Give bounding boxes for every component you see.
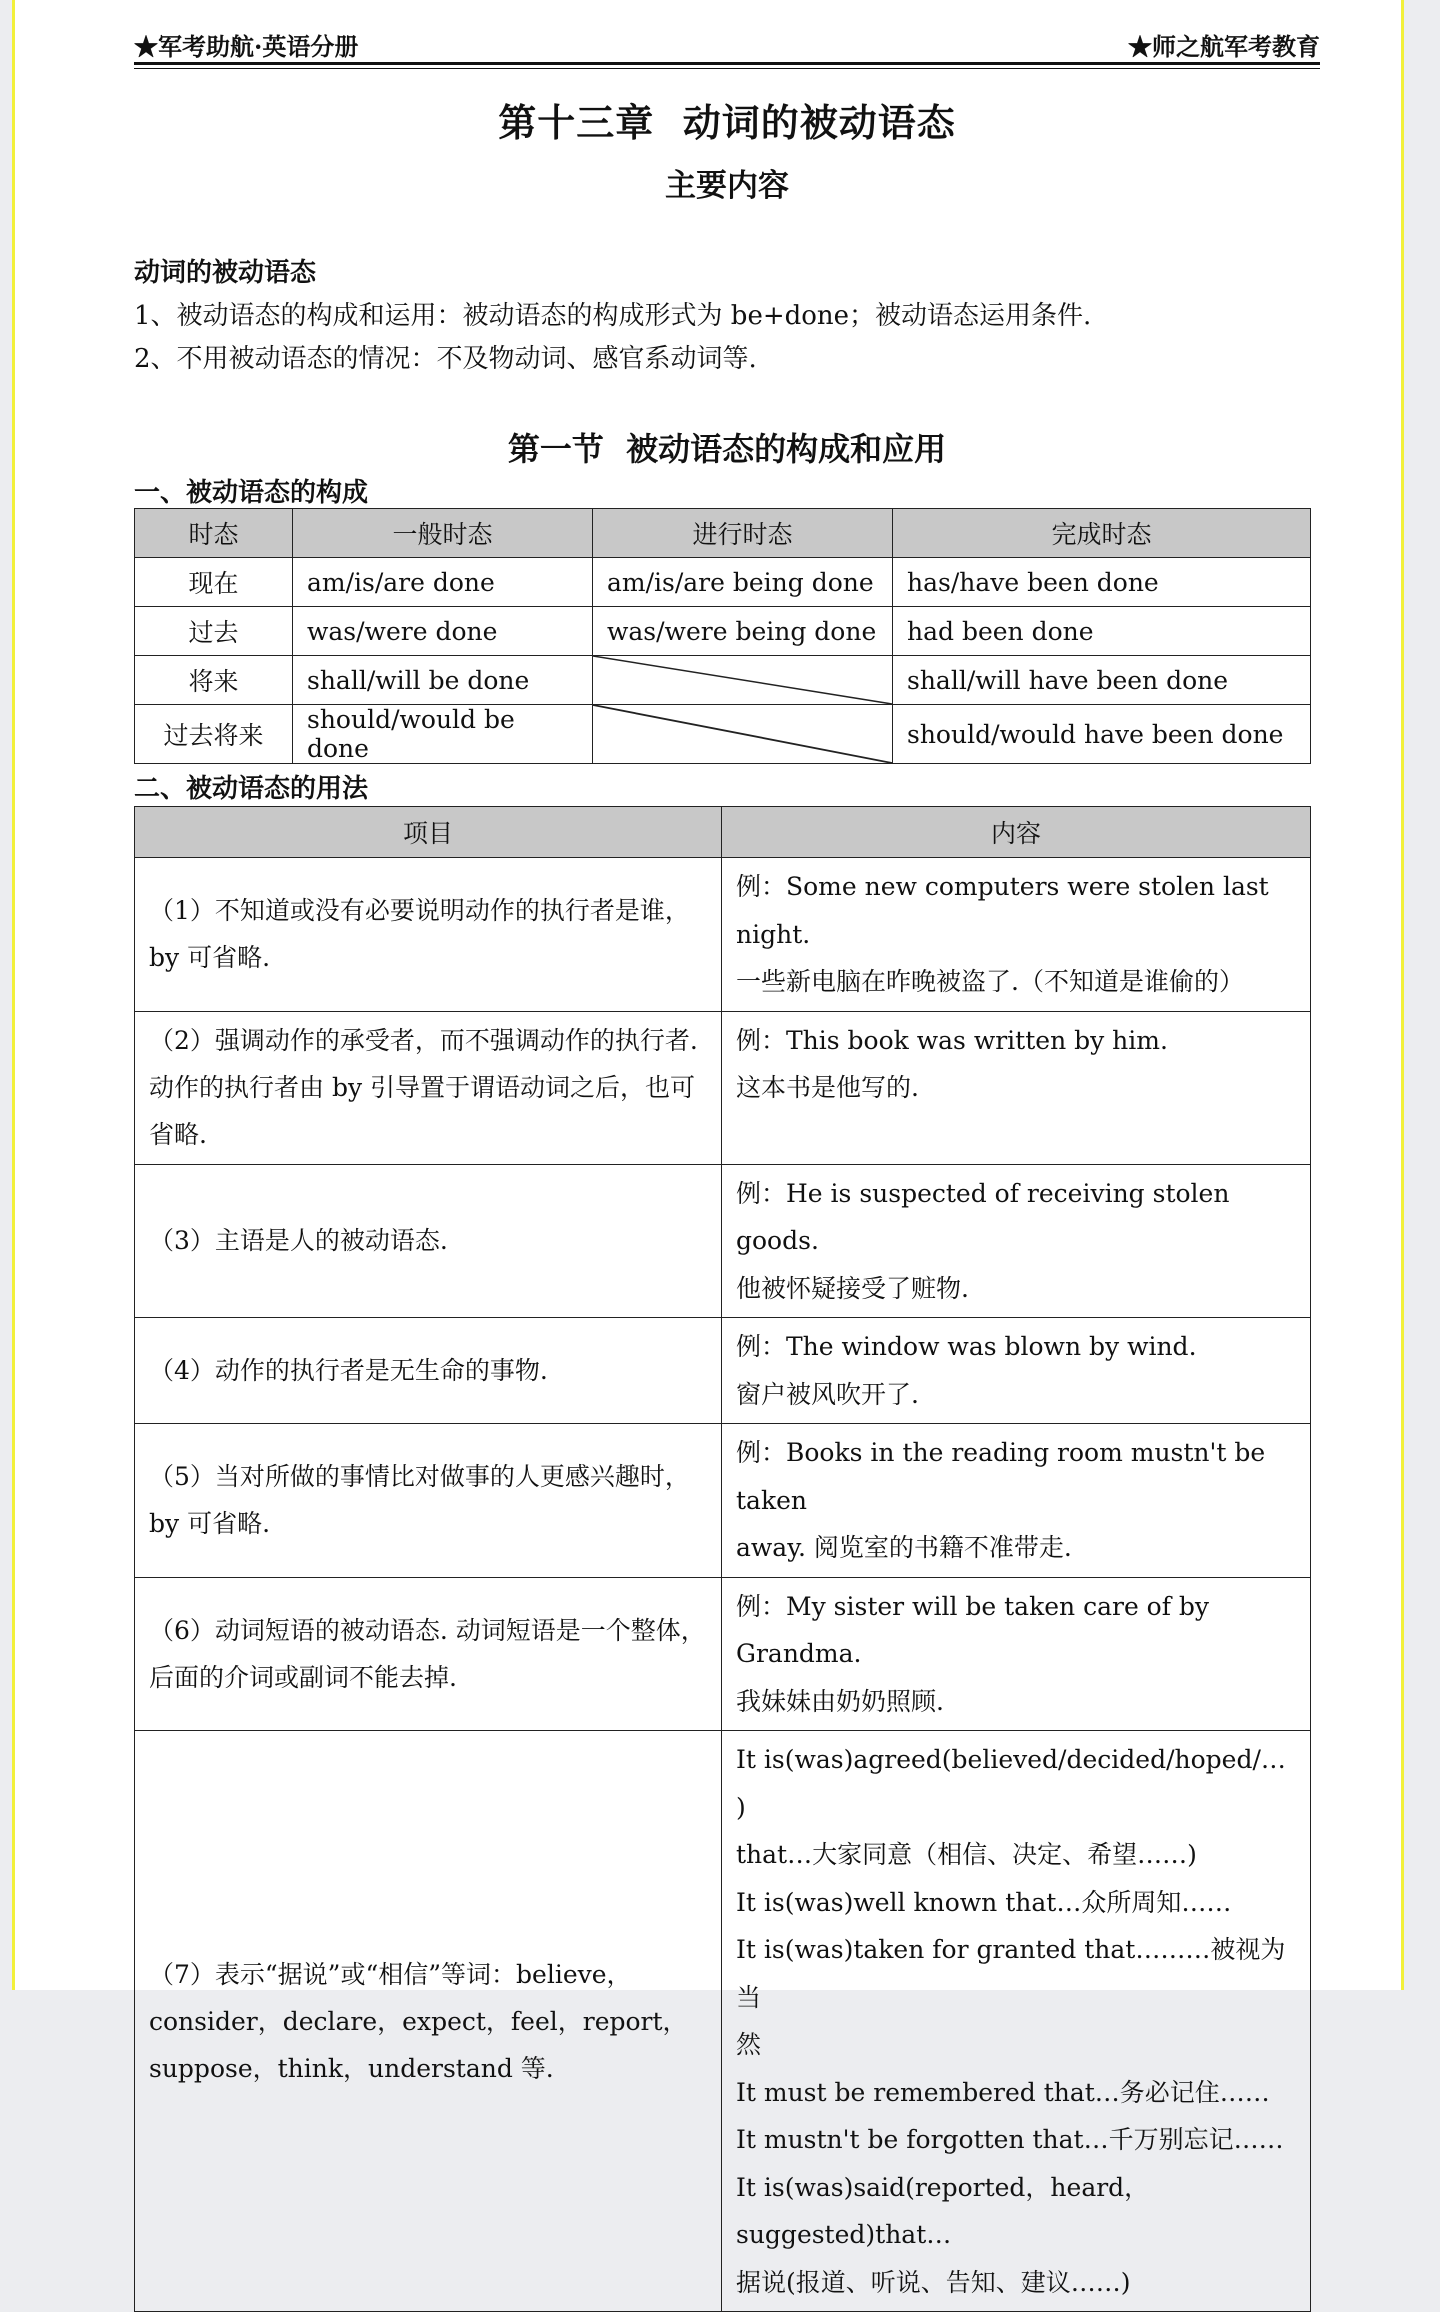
page-header: [134, 26, 1320, 62]
usage-content: [722, 1731, 1311, 2312]
tense-table: [134, 508, 1311, 764]
part2-heading: 二、被动语态的用法: [134, 774, 369, 804]
table-cell: has/have been done: [893, 558, 1311, 607]
content-line: It must be remembered that…务必记住……: [736, 2077, 1270, 2107]
header-rule-thick: [134, 62, 1320, 65]
content-line: 然: [736, 2030, 762, 2059]
usage-table-body: [135, 858, 1311, 2312]
content-line: 这本书是他写的.: [736, 1073, 919, 1102]
table-row: [135, 858, 1311, 1012]
empty-cell-diagonal: [593, 656, 893, 705]
usage-item: （4）动作的执行者是无生命的事物.: [135, 1318, 722, 1424]
tense-label: 将来: [135, 656, 293, 705]
tense-label: 过去: [135, 607, 293, 656]
content-line: 我妹妹由奶奶照顾.: [736, 1686, 944, 1716]
table-cell: am/is/are done: [293, 558, 593, 607]
header-right: ★师之航军考教育: [1128, 32, 1320, 61]
table-row: [135, 705, 1311, 764]
table-row: [135, 1424, 1311, 1578]
content-line: It mustn't be forgotten that…千万别忘记……: [736, 2125, 1284, 2154]
usage-content: [722, 1011, 1311, 1164]
usage-item: （7）表示“据说”或“相信”等词：believe，consider，declare，expect，feel，report，suppose，think，understand 等.: [135, 1731, 722, 2312]
header-left: ★军考助航·英语分册: [134, 32, 359, 61]
header-rule-thin: [134, 68, 1320, 69]
usage-content: [722, 858, 1311, 1012]
table-cell: shall/will have been done: [893, 656, 1311, 705]
column-header: 一般时态: [293, 509, 593, 558]
part1-heading: 一、被动语态的构成: [134, 478, 369, 508]
usage-item: （6）动词短语的被动语态. 动词短语是一个整体，后面的介词或副词不能去掉.: [135, 1577, 722, 1731]
content-line: 一些新电脑在昨晚被盗了.（不知道是谁偷的）: [736, 967, 1244, 996]
table-cell: was/were done: [293, 607, 593, 656]
diagonal-line: [593, 656, 892, 704]
content-line: It is(was)well known that…众所周知……: [736, 1887, 1232, 1917]
table-row: [135, 558, 1311, 607]
tense-label: 过去将来: [135, 705, 293, 764]
content-line: 窗户被风吹开了.: [736, 1379, 919, 1409]
tense-label: 现在: [135, 558, 293, 607]
column-header: 内容: [722, 807, 1311, 858]
content-line: 例：He is suspected of receiving stolen goods.: [736, 1178, 1230, 1255]
content-line: 他被怀疑接受了赃物.: [736, 1273, 969, 1303]
diagonal-line: [593, 705, 892, 763]
table-row: [135, 1577, 1311, 1731]
content-line: 据说(报道、听说、告知、建议……): [736, 2267, 1131, 2297]
content-line: 例：Some new computers were stolen last night.: [736, 872, 1269, 949]
usage-table-header: [135, 807, 1311, 858]
usage-content: [722, 1424, 1311, 1578]
column-header: 时态: [135, 509, 293, 558]
usage-item: （1）不知道或没有必要说明动作的执行者是谁，by 可省略.: [135, 858, 722, 1012]
table-row: [135, 656, 1311, 705]
summary-item-1: 1、被动语态的构成和运用：被动语态的构成形式为 be+done；被动语态运用条件.: [134, 301, 1092, 331]
content-line: It is(was)said(reported，heard，suggested)that…: [736, 2172, 1150, 2249]
table-row: [135, 607, 1311, 656]
tense-table-header: [135, 509, 1311, 558]
table-cell: should/would have been done: [893, 705, 1311, 764]
usage-content: [722, 1318, 1311, 1424]
content-line: away. 阅览室的书籍不准带走.: [736, 1533, 1072, 1562]
column-header: 进行时态: [593, 509, 893, 558]
usage-item: （5）当对所做的事情比对做事的人更感兴趣时，by 可省略.: [135, 1424, 722, 1578]
table-cell: was/were being done: [593, 607, 893, 656]
usage-item: （2）强调动作的承受者，而不强调动作的执行者. 动作的执行者由 by 引导置于谓语动词之后，也可省略.: [135, 1011, 722, 1164]
content-line: It is(was)taken for granted that………被视为当: [736, 1935, 1286, 2012]
table-cell: should/would be done: [293, 705, 593, 764]
empty-cell-diagonal: [593, 705, 893, 764]
usage-content: [722, 1164, 1311, 1318]
table-cell: shall/will be done: [293, 656, 593, 705]
usage-content: [722, 1577, 1311, 1731]
section-title: 第一节 被动语态的构成和应用: [507, 430, 947, 468]
content-line: that…大家同意（相信、决定、希望……): [736, 1840, 1197, 1869]
content-line: 例：My sister will be taken care of by Grandma.: [736, 1591, 1210, 1668]
content-line: 例：This book was written by him.: [736, 1025, 1168, 1055]
usage-item: （3）主语是人的被动语态.: [135, 1164, 722, 1318]
sub-title: 主要内容: [665, 168, 789, 204]
column-header: 项目: [135, 807, 722, 858]
summary-item-2: 2、不用被动语态的情况：不及物动词、感官系动词等.: [134, 344, 757, 374]
chapter-title: 第十三章 动词的被动语态: [498, 100, 956, 145]
content-line: 例：Books in the reading room mustn't be taken: [736, 1438, 1266, 1515]
content-line: 例：The window was blown by wind.: [736, 1332, 1197, 1361]
table-row: [135, 1731, 1311, 2312]
usage-table: [134, 806, 1311, 2312]
table-cell: am/is/are being done: [593, 558, 893, 607]
content-line: It is(was)agreed(believed/decided/hoped/… ): [736, 1745, 1286, 1822]
summary-heading: 动词的被动语态: [134, 258, 317, 288]
document-page: [12, 0, 1404, 2297]
table-cell: had been done: [893, 607, 1311, 656]
table-row: [135, 1318, 1311, 1424]
column-header: 完成时态: [893, 509, 1311, 558]
table-row: [135, 1011, 1311, 1164]
table-row: [135, 1164, 1311, 1318]
